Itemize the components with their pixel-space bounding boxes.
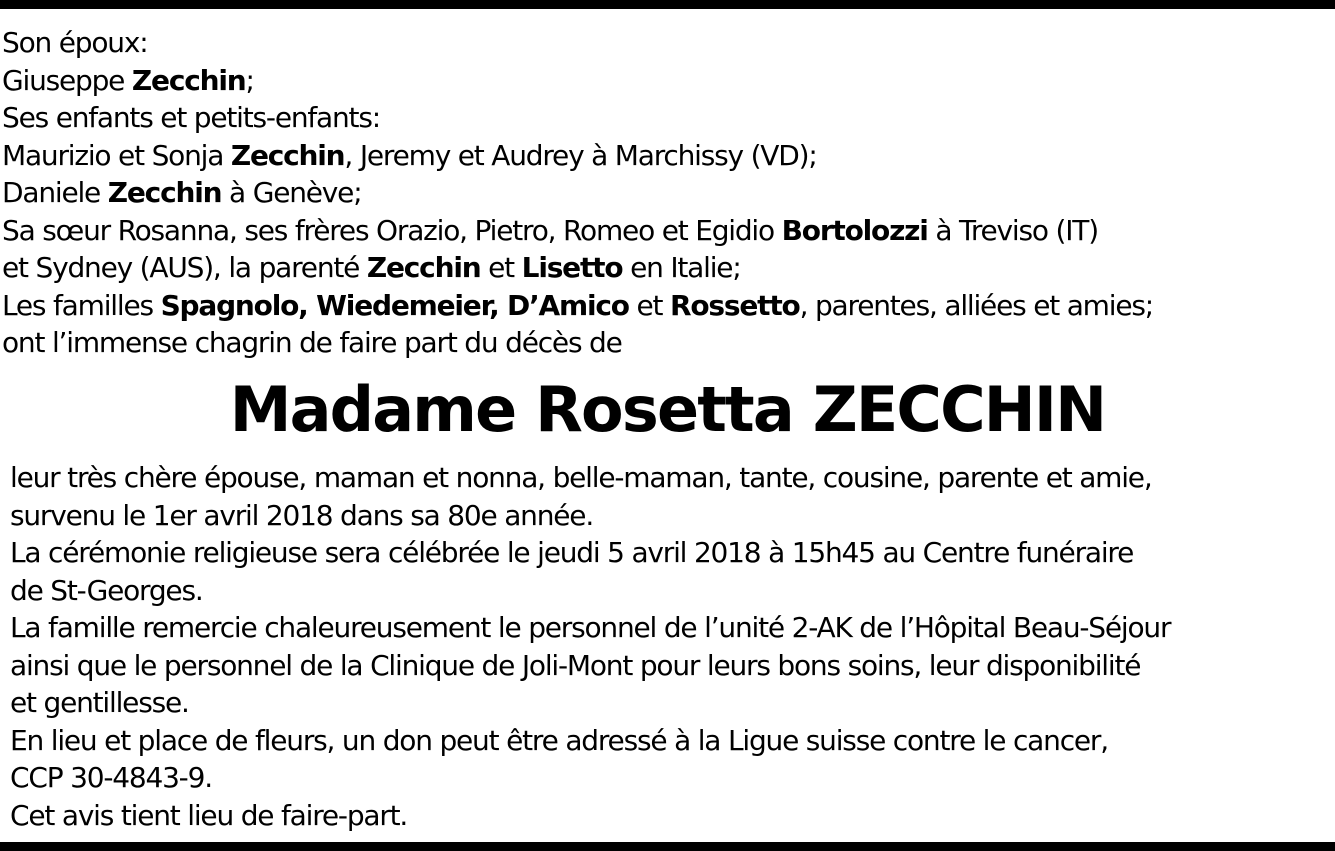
announcement-line-siblings (2, 212, 1153, 250)
announcement-line-spouse-label: Son époux: (2, 26, 148, 59)
details-line: En lieu et place de fleurs, un don peut être adressé à la Ligue suisse contre le cancer, (10, 723, 1108, 757)
deceased-name-heading: Madame Rosetta ZECCHIN (229, 373, 1106, 446)
details-line: La cérémonie religieuse sera célébrée le jeudi 5 avril 2018 à 15h45 au Centre funéraire (10, 536, 1134, 569)
obituary-details-block (10, 459, 1170, 834)
text-run: Sa sœur Rosanna, ses frères Orazio, Pietro, Romeo et Egidio (2, 213, 782, 247)
surname-bold: Zecchin (107, 176, 222, 209)
top-border-rule (0, 0, 1335, 9)
announcement-line-intro: ont l’immense chagrin de faire part du décès de (2, 326, 622, 359)
announcement-line-families (2, 287, 1153, 325)
surname-bold: Zecchin (366, 251, 481, 284)
details-line: La famille remercie chaleureusement le personnel de l’unité 2-AK de l’Hôpital Beau-Séjour (10, 611, 1171, 644)
details-line: Cet avis tient lieu de faire-part. (10, 798, 408, 832)
details-line: leur très chère épouse, maman et nonna, belle-maman, tante, cousine, parente et amie, (10, 461, 1152, 494)
text-run: à Genève; (221, 176, 362, 209)
family-announcement-block (2, 24, 1153, 362)
text-run: ; (245, 63, 254, 97)
text-run: , parentes, alliées et amies; (799, 288, 1153, 322)
text-run: et (628, 288, 671, 322)
text-run: et Sydney (AUS), la parenté (2, 251, 367, 284)
announcement-line-children-label: Ses enfants et petits-enfants: (2, 101, 380, 134)
text-run: , Jeremy et Audrey à Marchissy (VD); (344, 138, 817, 172)
details-line: ainsi que le personnel de la Clinique de Joli-Mont pour leurs bons soins, leur disponibilité (10, 648, 1141, 682)
text-run: en Italie; (622, 251, 741, 284)
details-line: de St-Georges. (10, 573, 203, 607)
announcement-line-children-1 (2, 137, 1153, 175)
text-run: Maurizio et Sonja (2, 138, 231, 172)
surname-bold: Zecchin (131, 63, 246, 97)
announcement-line-spouse (2, 62, 1153, 100)
details-line: survenu le 1er avril 2018 dans sa 80e année. (10, 498, 594, 532)
surname-bold: Rossetto (670, 288, 800, 322)
text-run: Daniele (2, 176, 108, 209)
surname-bold: Lisetto (521, 251, 623, 284)
surname-bold: Bortolozzi (781, 213, 928, 247)
text-run: à Treviso (IT) (927, 213, 1098, 247)
announcement-line-relatives (2, 249, 1153, 287)
bottom-border-rule (0, 842, 1335, 851)
details-line: et gentillesse. (10, 686, 189, 719)
text-run: Les familles (2, 288, 161, 322)
surname-bold: Zecchin (230, 138, 345, 172)
details-line: CCP 30-4843-9. (10, 761, 212, 794)
surname-bold: Spagnolo, Wiedemeier, D’Amico (160, 288, 629, 322)
text-run: et (480, 251, 522, 284)
announcement-line-children-2 (2, 174, 1153, 212)
text-run: Giuseppe (2, 63, 132, 97)
